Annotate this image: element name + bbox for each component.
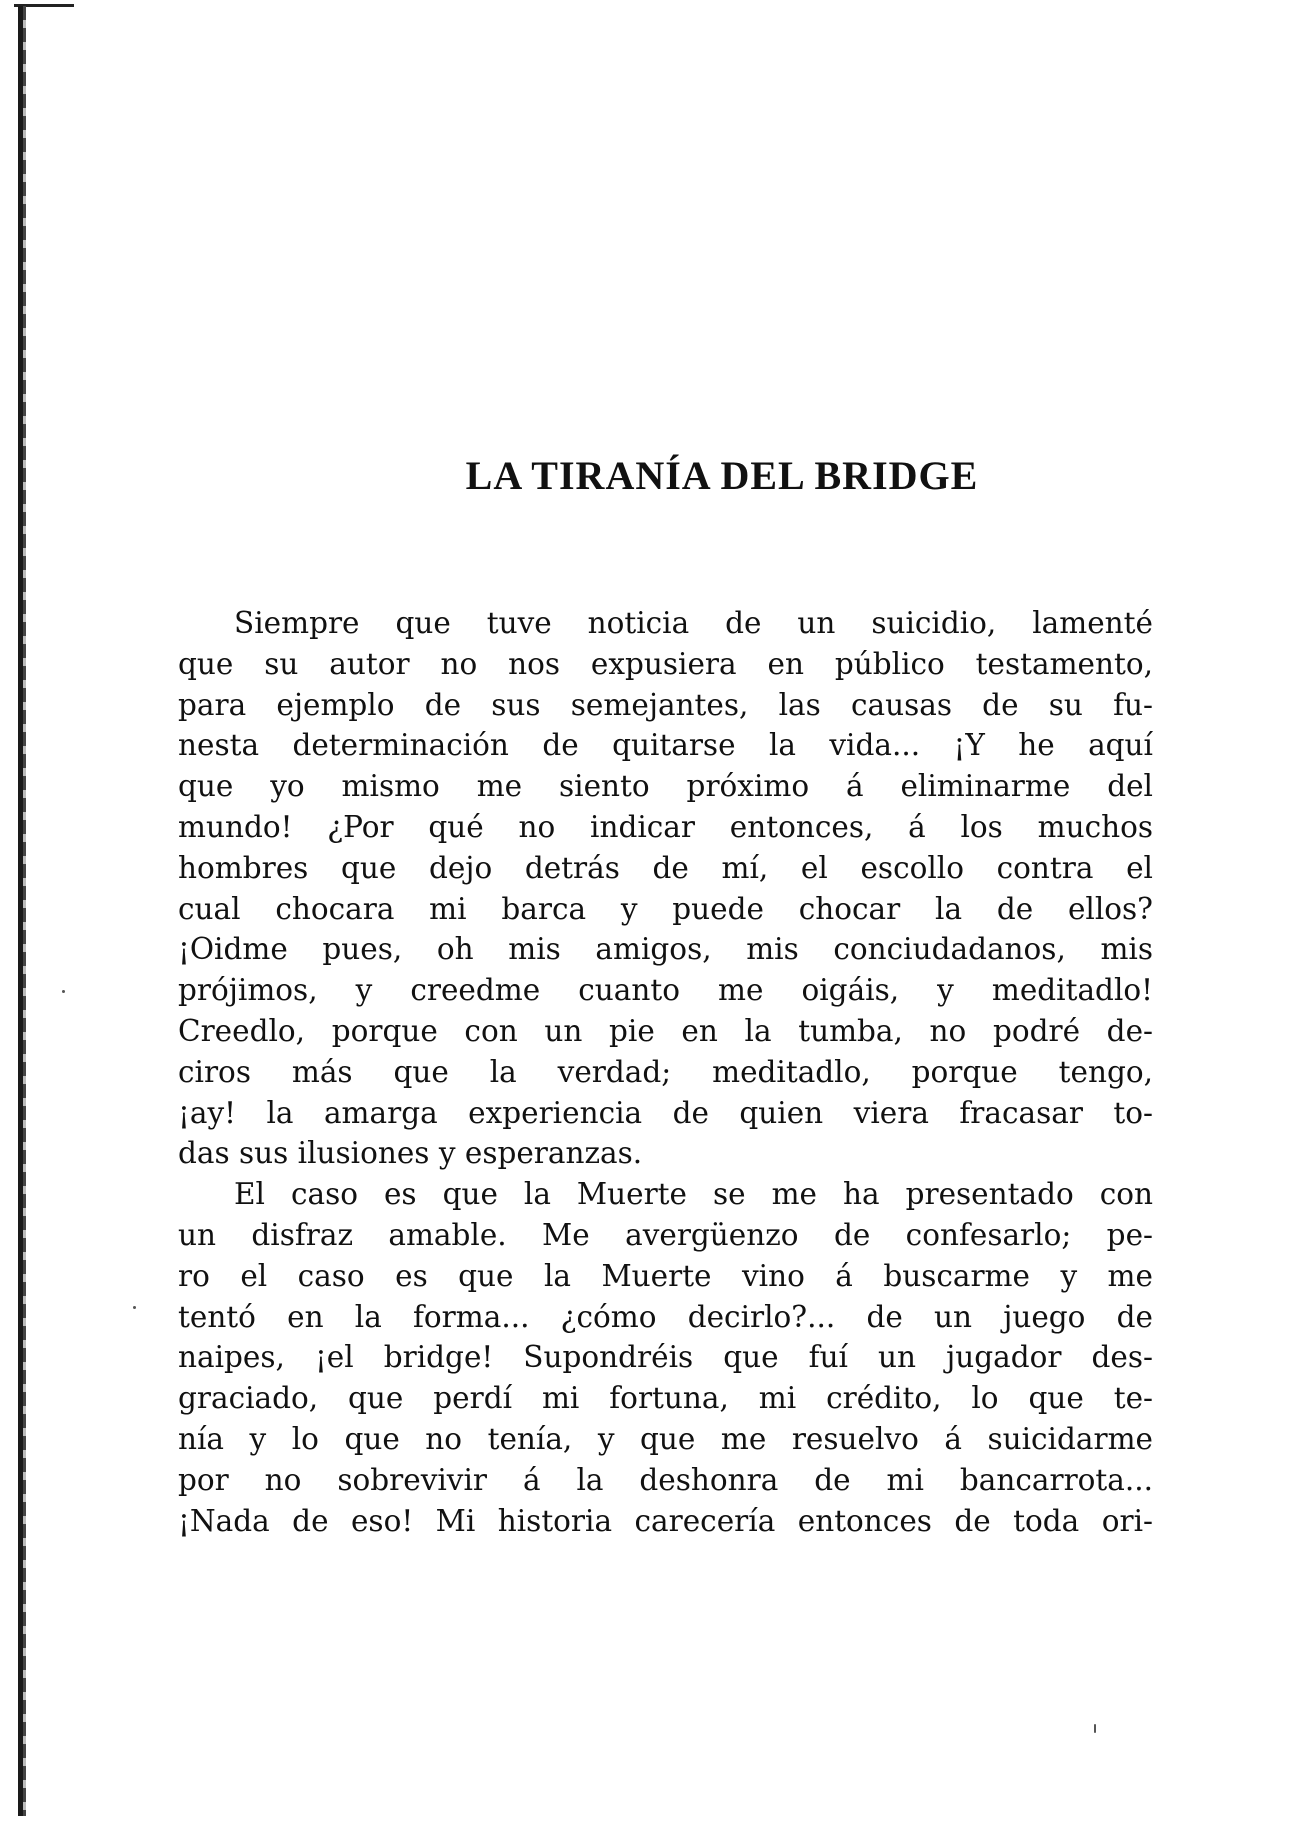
text-line: tentó en la forma... ¿cómo decirlo?... de un juego de — [178, 1299, 1153, 1334]
text-line: que su autor no nos expusiera en público testamento, — [178, 646, 1153, 681]
scan-speck — [62, 990, 65, 993]
text-line: prójimos, y creedme cuanto me oigáis, y meditadlo! — [178, 973, 1153, 1008]
text-line: naipes, ¡el bridge! Supondréis que fuí un jugador des- — [178, 1340, 1153, 1375]
text-line: ¡ay! la amarga experiencia de quien viera fracasar to- — [178, 1095, 1153, 1130]
text-line: nía y lo que no tenía, y que me resuelvo á suicidarme — [178, 1421, 1153, 1456]
text-line: ciros más que la verdad; meditadlo, porque tengo, — [178, 1054, 1153, 1089]
scan-speck — [1094, 1724, 1096, 1733]
text-line: hombres que dejo detrás de mí, el escollo contra el — [178, 850, 1153, 885]
text-line: nesta determinación de quitarse la vida... ¡Y he aquí — [178, 728, 1153, 763]
text-line: para ejemplo de sus semejantes, las causas de su fu- — [178, 687, 1153, 722]
text-line: por no sobrevivir á la deshonra de mi bancarrota... — [178, 1462, 1153, 1497]
text-line: Creedlo, porque con un pie en la tumba, no podré de- — [178, 1013, 1153, 1048]
text-line: cual chocara mi barca y puede chocar la de ellos? — [178, 891, 1153, 926]
text-line: ro el caso es que la Muerte vino á buscarme y me — [178, 1258, 1153, 1293]
body-text — [178, 603, 1153, 1541]
text-line: graciado, que perdí mi fortuna, mi crédito, lo que te- — [178, 1381, 1153, 1416]
paragraph-1 — [178, 603, 1153, 1174]
text-line: un disfraz amable. Me avergüenzo de confesarlo; pe- — [178, 1217, 1153, 1252]
text-line: El caso es que la Muerte se me ha presentado con — [234, 1177, 1153, 1212]
chapter-title: LA TIRANÍA DEL BRIDGE — [465, 453, 979, 498]
paragraph-2 — [178, 1174, 1153, 1541]
text-line: mundo! ¿Por qué no indicar entonces, á los muchos — [178, 809, 1153, 844]
text-line: Siempre que tuve noticia de un suicidio, lamenté — [234, 606, 1153, 640]
text-line: das sus ilusiones y esperanzas. — [178, 1136, 643, 1171]
text-line: ¡Nada de eso! Mi historia carecería entonces de toda ori- — [178, 1503, 1153, 1538]
binding-edge — [18, 6, 23, 1816]
text-line: que yo mismo me siento próximo á eliminarme del — [178, 769, 1153, 804]
scan-speck — [133, 1306, 136, 1309]
text-line: ¡Oidme pues, oh mis amigos, mis conciudadanos, mis — [178, 932, 1153, 967]
